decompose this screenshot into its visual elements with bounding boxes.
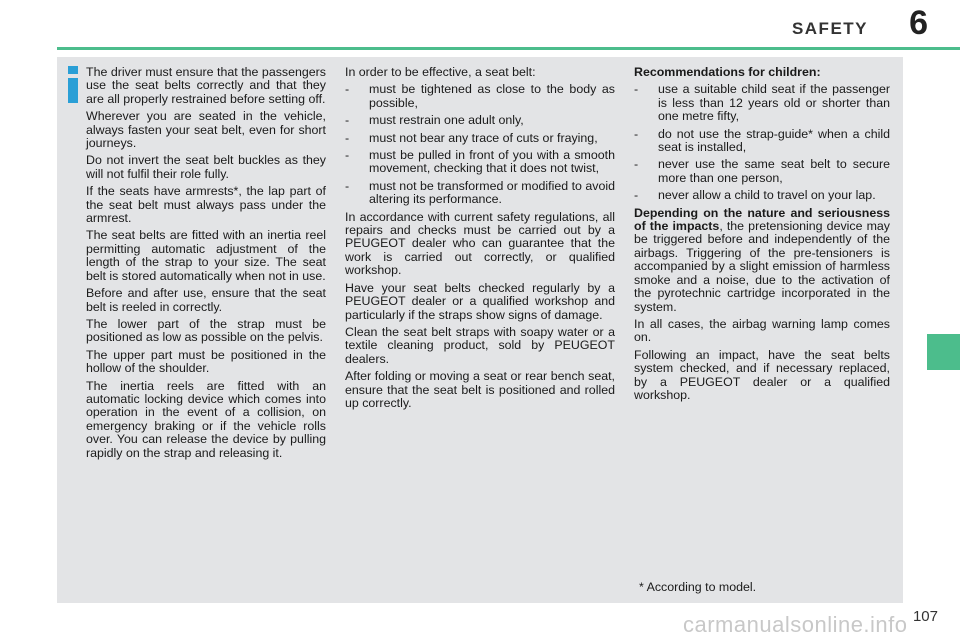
paragraph: The upper part must be positioned in the hollow of the shoulder.	[86, 347, 326, 376]
chapter-number: 6	[909, 4, 928, 42]
page-number: 107	[912, 608, 938, 625]
list-item: - must not bear any trace of cuts or fraying,	[345, 130, 598, 145]
children-heading: Recommendations for children:	[634, 65, 821, 79]
paragraph: In accordance with current safety regulations, all repairs and checks must be carried out by a PEUGEOT dealer who can guarantee that the work is carried out correctly, or qualified workshop.	[345, 209, 615, 278]
header-divider	[57, 47, 960, 50]
paragraph: Before and after use, ensure that the seat belt is reeled in correctly.	[86, 286, 326, 314]
list-item: - must not be transformed or modified to avoid altering its performance.	[345, 178, 615, 207]
list-item: - never use the same seat belt to secure more than one person,	[634, 157, 890, 185]
paragraph: The lower part of the strap must be positioned as low as possible on the pelvis.	[86, 316, 326, 345]
paragraph: In all cases, the airbag warning lamp comes on.	[634, 316, 890, 345]
column-1	[86, 66, 326, 464]
paragraph: If the seats have armrests*, the lap part of the seat belt must always pass under the armrest.	[86, 184, 326, 226]
footnote: * According to model.	[639, 580, 757, 594]
paragraph: After folding or moving a seat or rear bench seat, ensure that the seat belt is positioned and rolled up correctly.	[345, 369, 615, 410]
paragraph: Clean the seat belt straps with soapy water or a textile cleaning product, sold by PEUGEOT dealers.	[345, 324, 615, 366]
list-intro: In order to be effective, a seat belt:	[345, 65, 536, 79]
chapter-side-tab	[927, 334, 960, 370]
paragraph: Depending on the nature and seriousness of the impacts, the pretensioning device may be triggered before and independently of the airbags. Triggering of the pre-tensioners is accompanied by a slight emission of harmless smoke and a noise, due to the activation of the pyrotechnic cartridge incorporated in the system.	[634, 205, 890, 314]
paragraph: Wherever you are seated in the vehicle, always fasten your seat belt, even for short journeys.	[86, 109, 326, 151]
requirements-list	[345, 83, 615, 206]
section-title: SAFETY	[791, 19, 868, 38]
column-2	[345, 66, 615, 414]
info-icon	[66, 66, 80, 104]
list-item: - must restrain one adult only,	[345, 113, 524, 128]
watermark: carmanualsonline.info	[683, 612, 908, 637]
paragraph: The driver must ensure that the passengers use the seat belts correctly and that they are all properly restrained before setting off.	[86, 65, 326, 106]
list-item: - do not use the strap-guide* when a child seat is installed,	[634, 126, 890, 155]
paragraph: The seat belts are fitted with an inertia reel permitting automatic adjustment of the length of the strap to your size. The seat belt is stored automatically when not in use.	[86, 228, 326, 283]
list-item: - use a suitable child seat if the passenger is less than 12 years old or shorter than one metre fifty,	[634, 82, 890, 124]
paragraph: Have your seat belts checked regularly by a PEUGEOT dealer or a qualified workshop and particularly if the straps show signs of damage.	[345, 280, 615, 322]
children-list	[634, 83, 890, 202]
list-item: - must be tightened as close to the body as possible,	[345, 82, 615, 110]
paragraph: The inertia reels are fitted with an automatic locking device which comes into operation in the event of a collision, on emergency braking or if the vehicle rolls over. You can release the device by pulling rapidly on the strap and releasing it.	[86, 378, 326, 460]
list-item: - never allow a child to travel on your lap.	[634, 188, 876, 203]
list-item: - must be pulled in front of you with a smooth movement, checking that it does not twist,	[345, 148, 615, 176]
column-3	[634, 66, 890, 406]
paragraph: Following an impact, have the seat belts system checked, and if necessary replaced, by a PEUGEOT dealer or a qualified workshop.	[634, 347, 890, 402]
paragraph: Do not invert the seat belt buckles as they will not fulfil their role fully.	[86, 153, 326, 181]
